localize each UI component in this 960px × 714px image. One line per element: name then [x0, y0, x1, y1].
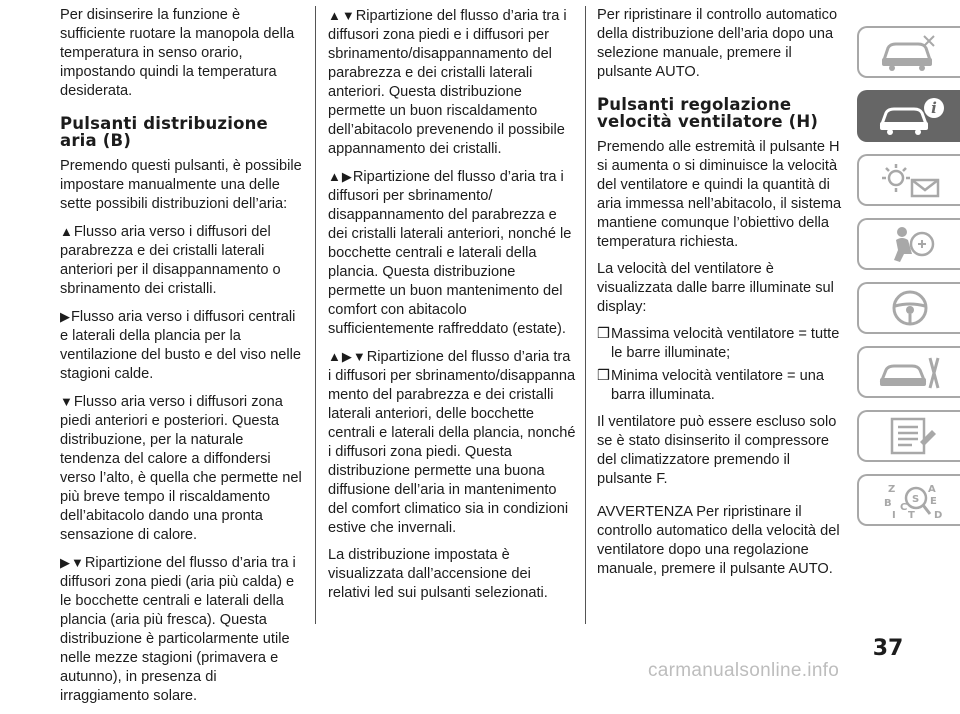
arrow-right-icon: ▶	[341, 349, 352, 364]
arrow-down-icon: ▼	[341, 8, 355, 23]
arrow-down-icon: ▼	[71, 555, 84, 570]
checkbox-bullet-icon: ❒	[597, 368, 611, 384]
section-heading-air-distribution: Pulsanti distribuzione aria (B)	[60, 114, 268, 150]
technical-data-icon	[874, 416, 946, 456]
warning-paragraph: AVVERTENZA Per ripristinare il controllo automatico della velocità del ventilatore dopo una regolazione manuale, premere il pulsante AUTO.	[597, 504, 840, 577]
safety-airbag-icon	[874, 224, 946, 264]
list-item: ❒ Massima velocità ventilatore = tutte le barre illuminate;	[597, 326, 840, 361]
svg-text:T: T	[907, 510, 915, 520]
chapter-tabs	[857, 26, 960, 538]
section-heading-fan-speed: Pulsanti regolazione velocità ventilatore (H)	[597, 95, 819, 131]
fan-speed-paragraph: Premendo alle estremità il pulsante H si aumenta o si diminuisce la velocità del ventilatore e quindi la quantità di aria immessa nell’abitacolo, il sistema mantiene comunque l’obiettivo della temperatura richiesta.	[597, 139, 842, 250]
arrow-up-icon: ▲	[328, 349, 341, 364]
arrow-right-icon: ▶	[60, 555, 70, 570]
distribution-item-vents: ▶Flusso aria verso i diffusori centrali e laterali della plancia per la ventilazione del busto e del viso nelle stagioni calde.	[60, 309, 301, 382]
column-divider	[315, 6, 316, 624]
distribution-led-note: La distribuzione impostata è visualizzata dall’accensione dei relativi led sui pulsanti selezionati.	[328, 547, 548, 601]
distribution-item-windscreen-vents: ▲▶Ripartizione del flusso d’aria tra i diffusori per sbrinamento/ disappannamento del parabrezza e dei cristalli laterali anteriori, nonché le bocchette centrali e laterali della plancia. Questa distribuzione permette un buon mantenimento del comfort con abitacolo sufficientemente raffreddato (estate).	[328, 169, 572, 337]
tab-know-your-car[interactable]	[857, 90, 960, 142]
column-divider	[585, 6, 586, 624]
svg-text:i: i	[930, 99, 937, 117]
tab-starting-driving[interactable]	[857, 282, 960, 334]
svg-text:S: S	[911, 494, 919, 505]
tab-emergency[interactable]	[857, 346, 960, 398]
auto-restore-paragraph: Per ripristinare il controllo automatico della distribuzione dell’aria dopo una selezione manuale, premere il pulsante AUTO.	[597, 7, 838, 80]
index-alphabet-icon	[874, 480, 946, 520]
tab-warning-lights[interactable]	[857, 154, 960, 206]
watermark: carmanualsonline.info	[648, 660, 840, 681]
air-distribution-intro: Premendo questi pulsanti, è possibile impostare manualmente una delle sette possibili distribuzioni dell’aria:	[60, 158, 302, 212]
text-column-right	[597, 6, 849, 587]
arrow-down-icon: ▼	[352, 349, 366, 364]
fan-exclusion-paragraph: Il ventilatore può essere escluso solo se è stato disinserito il compressore del climatizzatore premendo il pulsante F.	[597, 414, 837, 487]
fan-speed-list	[597, 325, 849, 405]
car-info-icon	[874, 96, 946, 136]
tab-safety[interactable]	[857, 218, 960, 270]
page-number: 37	[872, 636, 904, 661]
distribution-item-all: ▲▶▼Ripartizione del flusso d’aria tra i diffusori per sbrinamento/disappanna mento del parabrezza e dei cristalli laterali anteriori, delle bocchette centrali e laterali della plancia, nonché i diffusori zona piedi. Questa distribuzione permette una buona diffusione dell’aria in mantenimento del comfort climatico sia in condizioni estive che invernali.	[328, 349, 576, 536]
steering-wheel-icon	[874, 288, 946, 328]
distribution-item-feet-windscreen: ▲▼Ripartizione del flusso d’aria tra i diffusori zona piedi e i diffusori per sbrinamento/disappannamento del parabrezza e dei cristalli laterali anteriori. Questa distribuzione permette un buon riscaldamento dell’abitacolo prevenendo il possibile appannamento dei cristalli.	[328, 8, 567, 157]
list-item: ❒ Minima velocità ventilatore = una barra illuminata.	[597, 368, 824, 403]
svg-text:E: E	[929, 496, 937, 507]
svg-text:Z: Z	[887, 484, 895, 495]
distribution-item-windscreen: ▲Flusso aria verso i diffusori del parabrezza e dei cristalli laterali anteriori per il disappannamento o sbrinamento dei cristalli.	[60, 224, 281, 297]
arrow-up-icon: ▲	[328, 8, 341, 23]
arrow-down-icon: ▼	[60, 394, 73, 409]
fan-display-paragraph: La velocità del ventilatore è visualizzata dalle barre illuminate sul display:	[597, 261, 834, 315]
svg-text:C: C	[899, 502, 907, 513]
text-column-middle	[328, 6, 576, 611]
svg-text:I: I	[891, 510, 896, 520]
distribution-item-feet-vents: ▶▼Ripartizione del flusso d’aria tra i diffusori zona piedi (aria più calda) e le bocchette centrali e laterali della plancia (aria più fresca). Questa distribuzione è particolarmente utile nelle mezze stagioni (primavera e autunno), in presenza di irraggiamento solare.	[60, 555, 296, 704]
arrow-up-icon: ▲	[60, 224, 73, 239]
distribution-item-feet: ▼Flusso aria verso i diffusori zona piedi anteriori e posteriori. Questa distribuzione, per la naturale tendenza del calore a diffondersi verso l’alto, è quella che permette nel più breve tempo il riscaldamento dell’abitacolo dando una pronta sensazione di calore.	[60, 394, 302, 543]
arrow-right-icon: ▶	[60, 309, 70, 324]
intro-paragraph: Per disinserire la funzione è sufficiente ruotare la manopola della temperatura in senso orario, impostando quindi la temperatura desiderata.	[60, 7, 295, 99]
tab-index[interactable]	[857, 474, 960, 526]
checkbox-bullet-icon: ❒	[597, 326, 611, 342]
text-column-left	[60, 6, 306, 714]
car-dashboard-icon	[874, 32, 946, 72]
tab-dashboard[interactable]	[857, 26, 960, 78]
svg-text:D: D	[933, 510, 942, 520]
car-maintenance-icon	[874, 352, 946, 392]
svg-text:B: B	[883, 498, 892, 509]
svg-text:A: A	[927, 484, 936, 495]
tab-technical-data[interactable]	[857, 410, 960, 462]
arrow-up-icon: ▲	[328, 169, 341, 184]
warning-lights-icon	[874, 160, 946, 200]
arrow-right-icon: ▶	[341, 169, 352, 184]
